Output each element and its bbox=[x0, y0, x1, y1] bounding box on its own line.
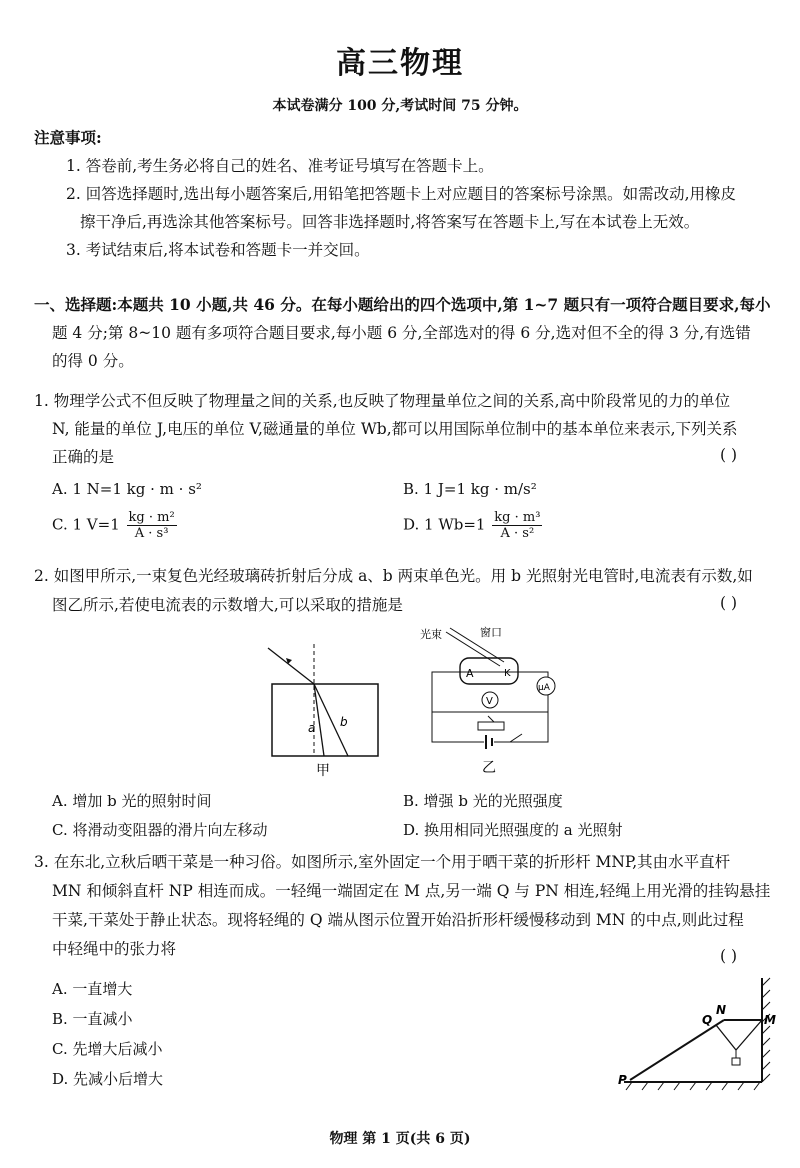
figure-yi-caption: 乙 bbox=[482, 760, 496, 776]
q3-answer-paren: ( ) bbox=[720, 947, 738, 965]
q2-figure-jia bbox=[260, 640, 390, 780]
exam-subtitle: 本试卷满分 100 分,考试时间 75 分钟。 bbox=[272, 98, 528, 114]
rope-q bbox=[716, 1025, 736, 1050]
rheostat bbox=[478, 722, 504, 730]
q3-stem-3: 干菜,干菜处于静止状态。现将轻绳的 Q 端从图示位置开始沿折形杆缓慢移动到 MN 的中点,则此过程 bbox=[52, 911, 744, 929]
q3-stem-1: 3. 在东北,立秋后晒干菜是一种习俗。如图所示,室外固定一个用于晒干菜的折形杆 MNP,其由水平直杆 bbox=[34, 853, 731, 871]
label-m: M bbox=[764, 1013, 776, 1027]
q1-option-c-numerator: kg · m² bbox=[128, 510, 175, 525]
notice-item-3: 3. 考试结束后,将本试卷和答题卡一并交回。 bbox=[66, 241, 370, 259]
notice-item-1: 1. 答卷前,考生务必将自己的姓名、准考证号填写在答题卡上。 bbox=[66, 157, 494, 175]
label-chuangkou: 窗口 bbox=[480, 626, 502, 639]
ground-hatch bbox=[626, 1082, 760, 1090]
rheostat-slider bbox=[488, 716, 494, 722]
q3-figure bbox=[612, 972, 784, 1098]
q1-stem-1: 1. 物理学公式不但反映了物理量之间的关系,也反映了物理量单位之间的关系,高中阶段常见的力的单位 bbox=[34, 392, 731, 410]
label-anode: A bbox=[466, 667, 474, 680]
q1-stem-2: N, 能量的单位 J,电压的单位 V,磁通量的单位 Wb,都可以用国际单位制中的基本单位来表示,下列关系 bbox=[52, 420, 738, 438]
q1-option-b: B. 1 J=1 kg · m/s² bbox=[403, 480, 537, 498]
q2-stem-2: 图乙所示,若使电流表的示数增大,可以采取的措施是 bbox=[52, 596, 403, 614]
q1-option-c-prefix: C. 1 V=1 bbox=[52, 515, 120, 534]
label-guangshu: 光束 bbox=[420, 628, 442, 641]
rod-np bbox=[630, 1020, 724, 1080]
q3-option-c: C. 先增大后减小 bbox=[52, 1040, 163, 1058]
label-a: a bbox=[308, 721, 316, 735]
q1-option-a: A. 1 N=1 kg · m · s² bbox=[52, 480, 202, 498]
dried-vegetable bbox=[732, 1058, 740, 1065]
q2-option-a: A. 增加 b 光的照射时间 bbox=[52, 792, 212, 810]
q3-option-a: A. 一直增大 bbox=[52, 980, 133, 998]
q1-option-d-denominator: A · s² bbox=[500, 526, 535, 541]
q2-option-c: C. 将滑动变阻器的滑片向左移动 bbox=[52, 821, 268, 839]
q3-stem-2: MN 和倾斜直杆 NP 相连而成。一轻绳一端固定在 M 点,另一端 Q 与 PN 相连,轻绳上用光滑的挂钩悬挂 bbox=[52, 882, 771, 900]
q2-stem-1: 2. 如图甲所示,一束复色光经玻璃砖折射后分成 a、b 两束单色光。用 b 光照射光电管时,电流表有示数,如 bbox=[34, 567, 753, 585]
figure-jia-caption: 甲 bbox=[316, 763, 330, 779]
q3-option-b: B. 一直减小 bbox=[52, 1010, 133, 1028]
page-footer: 物理 第 1 页(共 6 页) bbox=[329, 1131, 471, 1147]
notice-item-2: 2. 回答选择题时,选出每小题答案后,用铅笔把答题卡上对应题目的答案标号涂黑。如需改动,用橡皮 bbox=[66, 185, 736, 203]
q1-option-c bbox=[52, 510, 177, 541]
label-q: Q bbox=[702, 1013, 713, 1027]
q1-option-c-denominator: A · s³ bbox=[134, 526, 169, 541]
label-cathode: K bbox=[504, 668, 511, 679]
notice-heading: 注意事项: bbox=[34, 128, 102, 147]
q2-figure-yi bbox=[418, 622, 558, 780]
label-n: N bbox=[716, 1003, 727, 1017]
q3-stem-4: 中轻绳中的张力将 bbox=[52, 940, 177, 958]
page-title: 高三物理 bbox=[336, 46, 464, 81]
q3-option-d: D. 先减小后增大 bbox=[52, 1070, 164, 1088]
wall-hatch bbox=[762, 978, 770, 1082]
q1-option-c-fraction bbox=[127, 510, 177, 541]
section-text-2: 题 4 分;第 8~10 题有多项符合题目要求,每小题 6 分,全部选对的得 6 分,选对但不全的得 3 分,有选错 bbox=[52, 324, 751, 342]
glass-brick bbox=[272, 684, 378, 756]
q1-answer-paren: ( ) bbox=[720, 446, 738, 464]
incident-ray bbox=[268, 648, 314, 684]
q1-stem-3: 正确的是 bbox=[52, 448, 115, 466]
q2-option-d: D. 换用相同光照强度的 a 光照射 bbox=[403, 821, 623, 839]
q2-answer-paren: ( ) bbox=[720, 594, 738, 612]
q1-option-d bbox=[403, 510, 542, 541]
section-text-3: 的得 0 分。 bbox=[52, 352, 134, 370]
notice-item-2-cont: 擦干净后,再选涂其他答案标号。回答非选择题时,将答案写在答题卡上,写在本试卷上无效。 bbox=[80, 213, 700, 231]
label-b: b bbox=[340, 715, 348, 729]
label-voltmeter: V bbox=[486, 696, 493, 707]
switch bbox=[510, 734, 522, 742]
q1-option-d-fraction bbox=[492, 510, 542, 541]
label-microammeter: μA bbox=[538, 683, 550, 693]
q2-option-b: B. 增强 b 光的光照强度 bbox=[403, 792, 563, 810]
q1-option-d-prefix: D. 1 Wb=1 bbox=[403, 515, 486, 534]
q1-option-d-numerator: kg · m³ bbox=[494, 510, 541, 525]
label-p: P bbox=[618, 1073, 627, 1087]
rope-m bbox=[736, 1020, 762, 1050]
section-heading: 一、选择题:本题共 10 小题,共 46 分。在每小题给出的四个选项中,第 1~7 题只有一项符合题目要求,每小 bbox=[34, 295, 771, 314]
